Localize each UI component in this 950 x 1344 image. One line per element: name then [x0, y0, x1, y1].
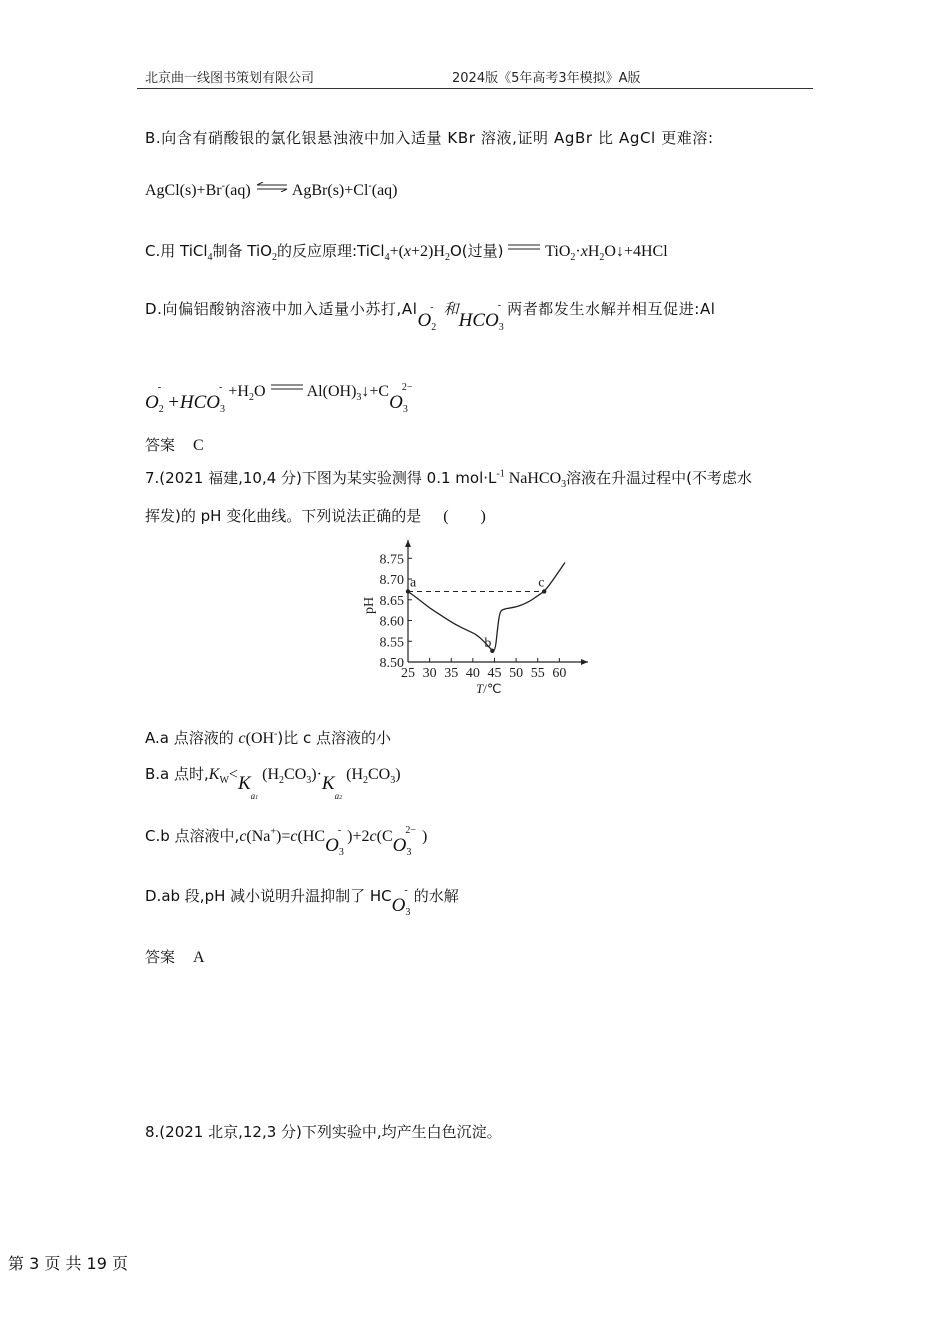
- header-book-title: 2024版《5年高考3年模拟》A版: [452, 71, 641, 86]
- x-tick-label: 40: [465, 666, 480, 681]
- point-label-a: a: [410, 575, 417, 591]
- q6-option-d-equation: $O_2^-+HCO_3^- +H_2O$ $Al(OH)_3↓+CO_3^{2-}$: [145, 381, 413, 416]
- q8-stem: 8.(2021 北京,12,3 分)下列实验中,均产生白色沉淀。: [145, 1123, 502, 1141]
- equals-sign-icon: [507, 243, 541, 251]
- y-tick-label: 8.55: [379, 635, 404, 651]
- chart-points: [406, 575, 547, 653]
- q7-option-d: D.ab 段,pH 减小说明升温抑制了 $HCO_3^-$ 的水解: [145, 884, 459, 919]
- y-tick-label: 8.65: [379, 593, 404, 609]
- chart-axes: [405, 540, 588, 665]
- header-company: 北京曲一线图书策划有限公司: [145, 71, 315, 86]
- x-tick-label: 50: [509, 666, 524, 681]
- page-footer: 第 3 页 共 19 页: [8, 1254, 128, 1273]
- q6-option-d-text: D.向偏铝酸钠溶液中加入适量小苏打,AlO$_2$- 和$HCO_3^-$ 两者都发生水解并相互促进:Al: [145, 299, 716, 334]
- q7-option-c: C.b 点溶液中$,c(Na^+)=c(HCO_3^-$ )$+2c(CO_3^{2-}$ ): [145, 824, 428, 859]
- point-label-b: b: [484, 635, 492, 651]
- q7-answer: 答案 A: [145, 948, 205, 966]
- x-tick-label: 25: [401, 666, 415, 681]
- x-axis-arrow: [581, 659, 588, 665]
- header-divider: [137, 88, 813, 89]
- q6-option-b-text: B.向含有硝酸银的氯化银悬浊液中加入适量 KBr 溶液,证明 AgBr 比 AgCl 更难溶:: [145, 129, 714, 147]
- q7-stem-line1: 7.(2021 福建,10,4 分)下图为某实验测得 0.1 $mol\cdot L^{-1}$ NaHCO$_3$溶液在升温过程中(不考虑水: [145, 468, 753, 491]
- q6-option-c: C.用 TiCl$_4$制备 TiO$_2$的反应原理$:TiCl_4+(x+2)H_2O$(过量) $TiO_2\cdot xH_2O↓+4HCl$: [145, 242, 668, 264]
- y-tick-label: 8.60: [379, 614, 404, 630]
- y-axis-arrow: [405, 540, 411, 547]
- chart-x-axis-label: T/℃: [476, 681, 502, 696]
- q6-option-b-equation: AgCl(s)+Br-(aq) AgBr(s)+Cl-(aq): [145, 180, 398, 199]
- x-tick-label: 35: [444, 666, 459, 681]
- q7-option-a: A.a 点溶液的 c(OH-)比 c 点溶液的小: [145, 728, 392, 747]
- q6-answer: 答案 C: [145, 436, 204, 454]
- x-tick-label: 30: [422, 666, 437, 681]
- q7-option-b: B.a 点时$,K_W<K_{a1}$ $(H_2CO_3)\cdot K_{a2}$ $(H_2CO_3)$: [145, 765, 401, 802]
- y-tick-label: 8.75: [379, 552, 404, 568]
- ph-temperature-chart: [356, 538, 596, 698]
- x-tick-label: 55: [530, 666, 545, 681]
- point-label-c: c: [538, 575, 545, 591]
- chart-y-axis-label: pH: [362, 596, 377, 614]
- equals-sign-icon: [270, 383, 304, 391]
- y-tick-label: 8.70: [379, 573, 404, 589]
- x-tick-label: 60: [552, 666, 567, 681]
- y-tick-label: 8.50: [379, 656, 404, 671]
- q7-stem-line2: 挥发)的 pH 变化曲线。下列说法正确的是 ( ): [145, 507, 486, 525]
- equilibrium-arrow-icon: [255, 182, 289, 192]
- x-tick-label: 45: [487, 666, 502, 681]
